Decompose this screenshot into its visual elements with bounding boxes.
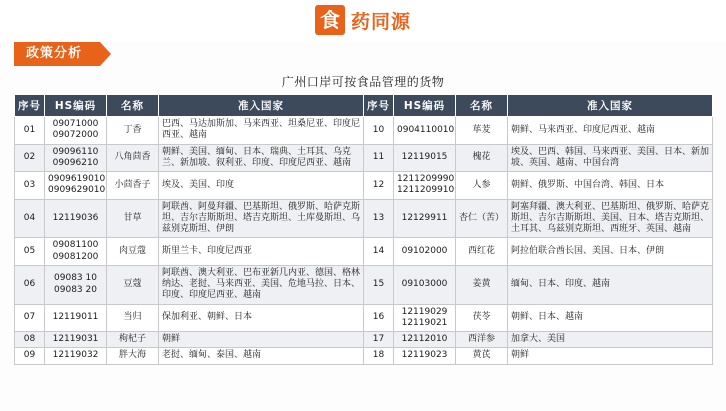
col-header-name-right: 名称 xyxy=(456,95,508,117)
cell-product-name-left: 八角茴香 xyxy=(107,144,159,172)
hs-code-line: 12119023 xyxy=(401,350,448,361)
cell-product-name-right: 黄芪 xyxy=(456,348,508,364)
hs-code-line: 12119032 xyxy=(52,350,99,361)
table-row xyxy=(15,332,713,348)
hs-code-line: 12119029 xyxy=(401,306,448,317)
col-header-country-right: 准入国家 xyxy=(508,95,713,117)
cell-countries-right: 朝鲜 xyxy=(508,348,713,364)
cell-product-name-right: 杏仁（苦） xyxy=(456,199,508,238)
col-header-country-left: 准入国家 xyxy=(159,95,364,117)
cell-product-name-left: 胖大海 xyxy=(107,348,159,364)
table-row xyxy=(15,199,713,238)
hs-code-line: 12112010 xyxy=(401,334,448,344)
cell-index-right: 13 xyxy=(364,199,394,238)
cell-product-name-left: 丁香 xyxy=(107,117,159,145)
cell-index-right: 12 xyxy=(364,172,394,200)
cell-hs-code-right xyxy=(394,117,456,145)
cell-product-name-right: 人参 xyxy=(456,172,508,200)
cell-hs-code-left xyxy=(45,304,107,332)
cell-countries-left: 斯里兰卡、印度尼西亚 xyxy=(159,238,364,266)
cell-hs-code-right xyxy=(394,144,456,172)
table-row xyxy=(15,265,713,304)
hs-code-line: 09081200 xyxy=(52,251,99,262)
cell-product-name-right: 西洋参 xyxy=(456,332,508,348)
cell-hs-code-right xyxy=(394,332,456,348)
col-header-num-right: 序号 xyxy=(364,95,394,117)
cell-countries-right: 朝鲜、日本、越南 xyxy=(508,304,713,332)
logo-mark-icon: 食 xyxy=(315,5,345,35)
cell-product-name-right: 荜茇 xyxy=(456,117,508,145)
cell-countries-right: 朝鲜、俄罗斯、中国台湾、韩国、日本 xyxy=(508,172,713,200)
cell-countries-left: 老挝、缅甸、泰国、越南 xyxy=(159,348,364,364)
table-row xyxy=(15,348,713,364)
cell-index-left: 02 xyxy=(15,144,45,172)
cell-index-left: 03 xyxy=(15,172,45,200)
cell-product-name-right: 茯苓 xyxy=(456,304,508,332)
hs-code-line: 09083 10 xyxy=(54,273,97,284)
hs-code-line: 12119031 xyxy=(52,334,99,344)
cell-index-left: 09 xyxy=(15,348,45,364)
table-row xyxy=(15,172,713,200)
hs-code-line: 1211209990 xyxy=(397,174,455,184)
cell-hs-code-left xyxy=(45,332,107,348)
hs-code-line: 0909619010 xyxy=(48,174,106,184)
table-container xyxy=(0,94,726,365)
hs-code-line: 09096210 xyxy=(52,157,99,168)
logo-text: 药同源 xyxy=(350,10,411,33)
cell-countries-right: 埃及、巴西、韩国、马来西亚、美国、日本、新加坡、英国、越南、中国台湾 xyxy=(508,144,713,172)
cell-hs-code-left xyxy=(45,348,107,364)
cell-countries-right: 阿拉伯联合酋长国、美国、日本、伊朗 xyxy=(508,238,713,266)
cell-countries-right: 缅甸、日本、印度、越南 xyxy=(508,265,713,304)
hs-code-line: 0909629010 xyxy=(48,185,106,196)
col-header-num-left: 序号 xyxy=(15,95,45,117)
hs-code-line: 09083 20 xyxy=(54,284,97,295)
cell-hs-code-left xyxy=(45,172,107,200)
cell-hs-code-right xyxy=(394,304,456,332)
col-header-name-left: 名称 xyxy=(107,95,159,117)
hs-code-line: 09103000 xyxy=(401,279,448,289)
cell-countries-left: 阿联酋、阿曼拜疆、巴基斯坦、俄罗斯、哈萨克斯坦、吉尔吉斯斯坦、塔吉克斯坦、土库曼斯坦、乌兹别克斯坦、伊朗 xyxy=(159,199,364,238)
hs-code-line: 09072000 xyxy=(52,130,99,141)
cell-countries-left: 埃及、美国、印度 xyxy=(159,172,364,200)
cell-hs-code-right xyxy=(394,348,456,364)
cell-countries-right: 朝鲜、马来西亚、印度尼西亚、越南 xyxy=(508,117,713,145)
cell-index-right: 17 xyxy=(364,332,394,348)
cell-index-right: 10 xyxy=(364,117,394,145)
cell-countries-left: 保加利亚、朝鲜、日本 xyxy=(159,304,364,332)
hs-code-line: 1211209910 xyxy=(397,185,455,196)
cell-hs-code-left xyxy=(45,199,107,238)
cell-index-right: 11 xyxy=(364,144,394,172)
cell-countries-left: 阿联酋、澳大利亚、巴布亚新几内亚、德国、格林纳达、老挝、马来西亚、美国、危地马拉、日本、印度、印度尼西亚、越南 xyxy=(159,265,364,304)
hs-code-line: 12119011 xyxy=(52,312,99,323)
hs-code-line: 09102000 xyxy=(401,245,448,256)
cell-index-left: 07 xyxy=(15,304,45,332)
hs-code-line: 09071000 xyxy=(52,119,99,129)
cell-product-name-right: 姜黄 xyxy=(456,265,508,304)
table-header-row xyxy=(15,95,713,117)
cell-index-left: 08 xyxy=(15,332,45,348)
cell-hs-code-left xyxy=(45,265,107,304)
cell-product-name-left: 肉豆蔻 xyxy=(107,238,159,266)
cell-countries-left: 朝鲜 xyxy=(159,332,364,348)
table-row xyxy=(15,304,713,332)
cell-index-left: 05 xyxy=(15,238,45,266)
cell-countries-left: 巴西、马达加斯加、马来西亚、坦桑尼亚、印度尼西亚、越南 xyxy=(159,117,364,145)
cell-hs-code-right xyxy=(394,265,456,304)
cell-product-name-left: 甘草 xyxy=(107,199,159,238)
page-header xyxy=(0,0,726,42)
table-row xyxy=(15,238,713,266)
cell-countries-right: 加拿大、美国 xyxy=(508,332,713,348)
cell-hs-code-right xyxy=(394,172,456,200)
col-header-hs-right: HS编码 xyxy=(394,95,456,117)
cell-product-name-left: 枸杞子 xyxy=(107,332,159,348)
hs-code-line: 12119015 xyxy=(401,152,448,163)
cell-product-name-left: 小茴香子 xyxy=(107,172,159,200)
cell-index-right: 16 xyxy=(364,304,394,332)
cell-product-name-right: 槐花 xyxy=(456,144,508,172)
hs-code-line: 0904110010 xyxy=(397,124,455,135)
cell-index-right: 18 xyxy=(364,348,394,364)
table-title: 广州口岸可按食品管理的货物 xyxy=(281,75,445,89)
cell-product-name-right: 西红花 xyxy=(456,238,508,266)
hs-code-line: 12129911 xyxy=(401,212,448,223)
cell-hs-code-left xyxy=(45,117,107,145)
cell-index-left: 04 xyxy=(15,199,45,238)
goods-table xyxy=(14,94,713,365)
hs-code-line: 12119036 xyxy=(52,212,99,223)
section-banner-row xyxy=(0,42,726,68)
cell-hs-code-right xyxy=(394,199,456,238)
hs-code-line: 09081100 xyxy=(52,240,99,251)
cell-index-right: 14 xyxy=(364,238,394,266)
cell-index-left: 01 xyxy=(15,117,45,145)
col-header-hs-left: HS编码 xyxy=(45,95,107,117)
cell-hs-code-left xyxy=(45,238,107,266)
cell-index-left: 06 xyxy=(15,265,45,304)
cell-hs-code-right xyxy=(394,238,456,266)
table-row xyxy=(15,117,713,145)
cell-product-name-left: 豆蔻 xyxy=(107,265,159,304)
section-banner: 政策分析 xyxy=(14,42,100,66)
cell-index-right: 15 xyxy=(364,265,394,304)
hs-code-line: 12119021 xyxy=(401,317,448,328)
table-body xyxy=(15,117,713,365)
table-row xyxy=(15,144,713,172)
brand-logo xyxy=(315,5,411,35)
cell-countries-right: 阿塞拜疆、澳大利亚、巴基斯坦、俄罗斯、哈萨克斯坦、吉尔吉斯斯坦、美国、日本、塔吉克斯坦、土耳其、乌兹别克斯坦、西班牙、英国、越南 xyxy=(508,199,713,238)
cell-product-name-left: 当归 xyxy=(107,304,159,332)
hs-code-line: 09096110 xyxy=(52,146,99,157)
cell-hs-code-left xyxy=(45,144,107,172)
cell-countries-left: 朝鲜、美国、缅甸、日本、瑞典、土耳其、乌克兰、新加坡、叙利亚、印度、印度尼西亚、越南 xyxy=(159,144,364,172)
